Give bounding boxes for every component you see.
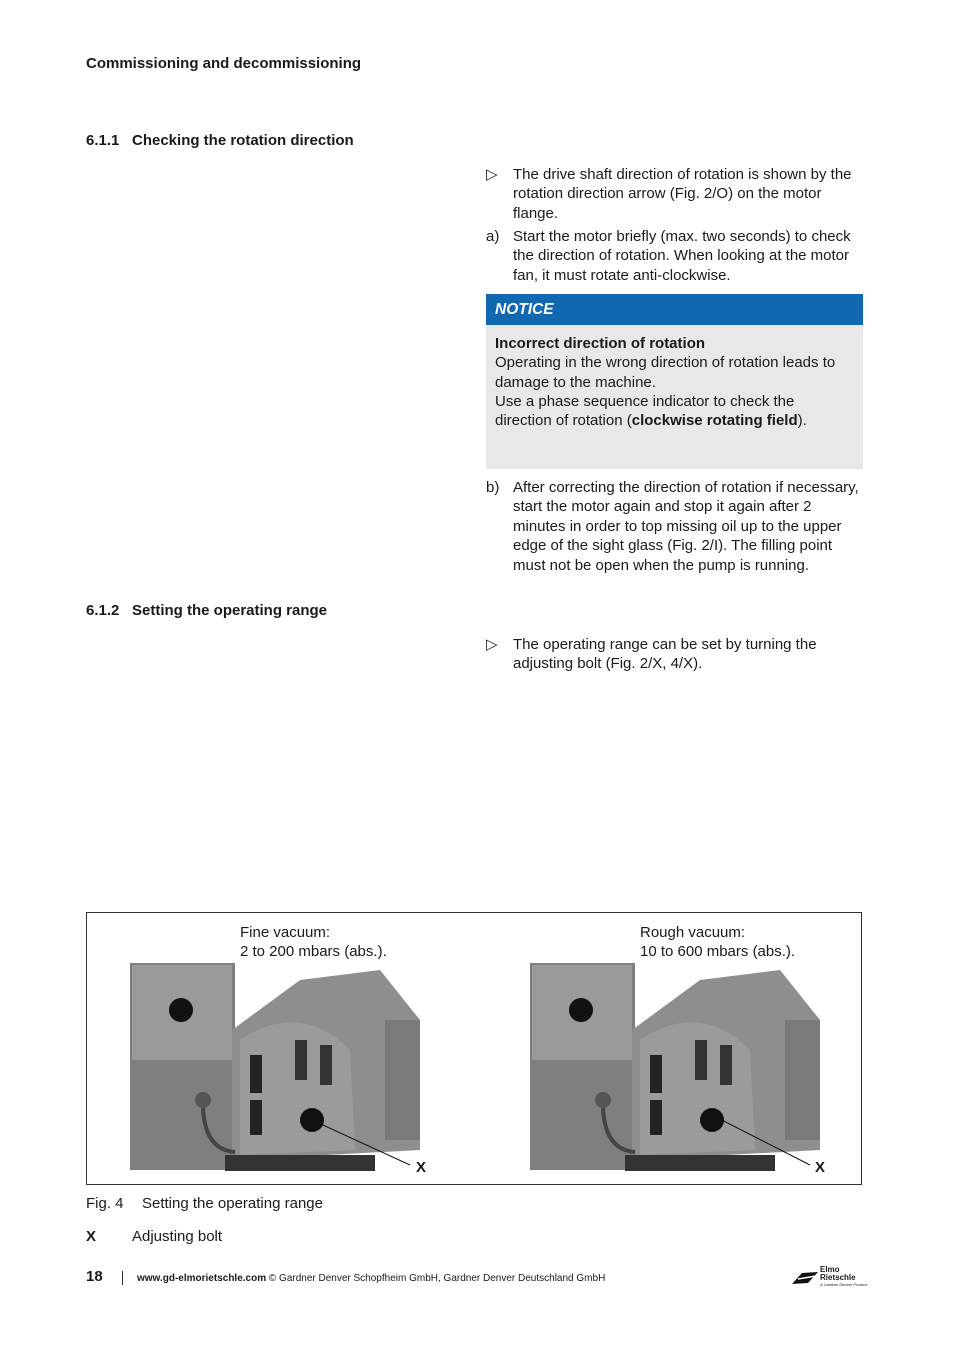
fine-vacuum-label [240,923,387,962]
step-b-paragraph [486,478,862,575]
rough-vacuum-label-line1: Rough vacuum: [640,924,746,941]
page-footer [86,1268,605,1285]
rotation-intro-paragraph [486,165,862,223]
page-number: 18 [86,1268,103,1285]
notice-header: NOTICE [486,294,863,325]
notice-text-2-pre: Use a phase sequence indicator to check the direction of rotation ( [495,392,795,430]
notice-text-2 [495,392,854,431]
legend-key: X [86,1228,97,1245]
figure-caption [86,1195,323,1212]
operating-range-text: The operating range can be set by turning the adjusting bolt (Fig. 2/X, 4/X). [513,636,817,673]
section-heading-rotation [86,132,354,149]
figure-legend [86,1228,222,1245]
notice-text-2-post: ). [797,412,807,430]
footer-url[interactable]: www.gd-elmorietschle.com [137,1273,267,1284]
step-b-text: After correcting the direction of rotation if necessary, start the motor again and stop it again after 2 minutes in order to top missing oil up to the upper edge of the sight glass (Fig. 2/I). The filling point must not be open when the pump is running. [513,479,859,574]
notice-body [486,325,863,469]
triangle-bullet-icon: ▷ [486,636,498,653]
figure-number: Fig. 4 [86,1195,124,1212]
step-b-marker: b) [486,479,500,496]
rough-vacuum-label-line2: 10 to 600 mbars (abs.). [640,943,796,961]
rotation-intro-text: The drive shaft direction of rotation is shown by the rotation direction arrow (Fig. 2/O) on the motor flange. [513,166,852,222]
logo-tagline: A Gardner Denver Product [820,1282,868,1287]
section-number: 6.1.1 [86,132,120,149]
operating-range-paragraph [486,635,862,674]
logo-line2: Rietschle [820,1273,856,1282]
section-heading-operating-range [86,602,327,619]
footer-copyright: © Gardner Denver Schopfheim GmbH, Gardner Denver Deutschland GmbH [266,1273,606,1284]
adjusting-bolt-marker-right: X [815,1159,826,1176]
pump-image-fine-vacuum [130,960,430,1178]
logo-line1: Elmo [820,1265,840,1274]
figure-caption-text: Setting the operating range [142,1195,323,1212]
step-a-text: Start the motor briefly (max. two seconds) to check the direction of rotation. When looking at the motor fan, it must rotate anti-clockwise. [513,228,851,284]
logo-swoosh-icon [790,1270,820,1286]
section-title: Setting the operating range [132,602,328,619]
section-title: Checking the rotation direction [132,132,354,149]
notice-text-2-bold: clockwise rotating field [631,412,798,430]
notice-text-1: Operating in the wrong direction of rotation leads to damage to the machine. [495,354,836,391]
chapter-title: Commissioning and decommissioning [86,55,362,72]
pump-image-rough-vacuum [530,960,830,1178]
step-a-marker: a) [486,228,500,245]
legend-text: Adjusting bolt [132,1228,223,1245]
fine-vacuum-label-line2: 2 to 200 mbars (abs.). [240,943,387,961]
notice-title: Incorrect direction of rotation [495,335,706,352]
rough-vacuum-label [640,923,795,962]
triangle-bullet-icon: ▷ [486,166,498,183]
adjusting-bolt-marker-left: X [416,1159,427,1176]
section-number: 6.1.2 [86,602,120,619]
fine-vacuum-label-line1: Fine vacuum: [240,924,331,941]
footer-divider [122,1271,123,1285]
step-a-paragraph [486,227,862,285]
